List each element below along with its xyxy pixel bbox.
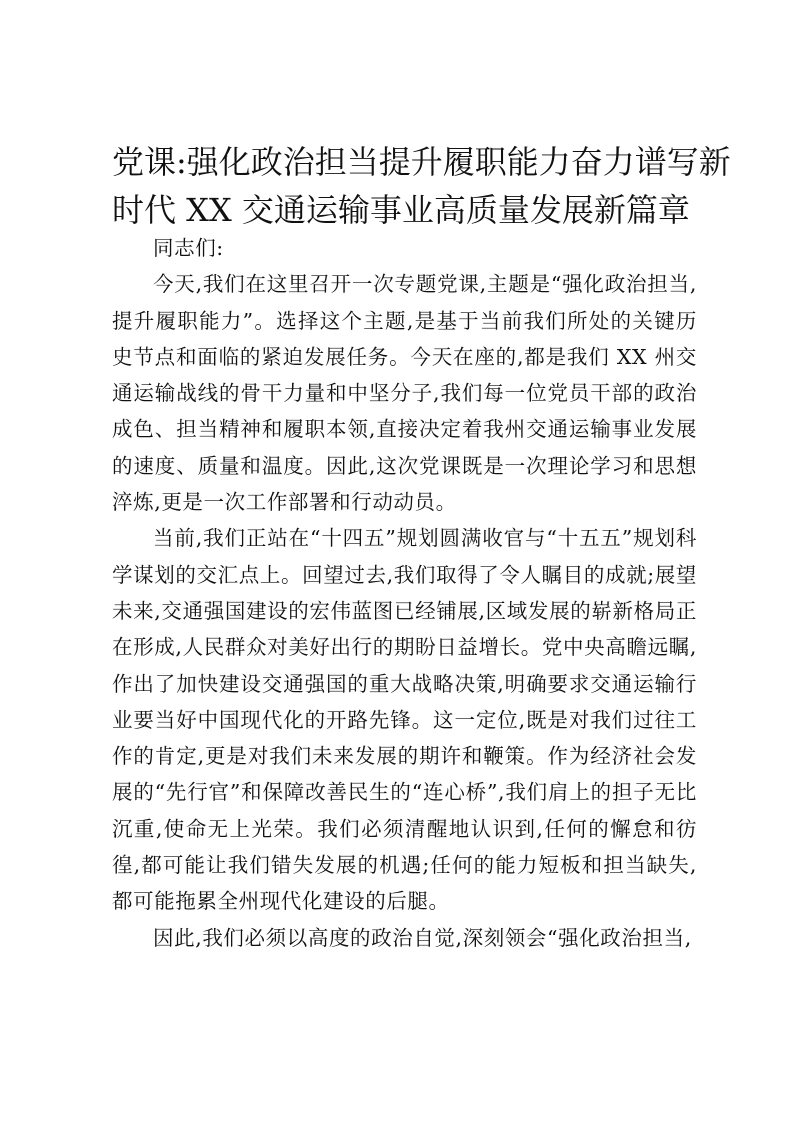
salutation: 同志们: [153, 236, 224, 260]
title-line-2: 时代 XX 交通运输事业高质量发展新篇章 [112, 191, 690, 229]
paragraph-3: 因此,我们必须以高度的政治自觉,深刻领会“强化政治担当, [153, 925, 692, 950]
title-line-1: 党课:强化政治担当提升履职能力奋力谱写新 [112, 143, 731, 181]
document-body [112, 230, 697, 956]
paragraph-2: 当前,我们正站在“十四五”规划圆满收官与“十五五”规划科学谋划的交汇点上。回望过去,我们取得了令人瞩目的成就;展望未来,交通强国建设的宏伟蓝图已经铺展,区域发展的崭新格局正在形成,人民群众对美好出行的期盼日益增长。党中央高瞻远瞩,作出了加快建设交通强国的重大战略决策,明确要求交通运输行业要当好中国现代化的开路先锋。这一定位,既是对我们过往工作的肯定,更是对我们未来发展的期许和鞭策。作为经济社会发展的“先行官”和保障改善民生的“连心桥”,我们肩上的担子无比沉重,使命无上光荣。我们必须清醒地认识到,任何的懈怠和彷徨,都可能让我们错失发展的机遇;任何的能力短板和担当缺失,都可能拖累全州现代化建设的后腿。 [112, 526, 697, 914]
document-title [112, 138, 731, 234]
paragraph-1: 今天,我们在这里召开一次专题党课,主题是“强化政治担当,提升履职能力”。选择这个主题,是基于当前我们所处的关键历史节点和面临的紧迫发展任务。今天在座的,都是我们 XX 州交通运输战线的骨干力量和中坚分子,我们每一位党员干部的政治成色、担当精神和履职本领,直接决定着我州交通运输事业发展的速度、质量和温度。因此,这次党课既是一次理论学习和思想淬炼,更是一次工作部署和行动动员。 [112, 272, 697, 515]
